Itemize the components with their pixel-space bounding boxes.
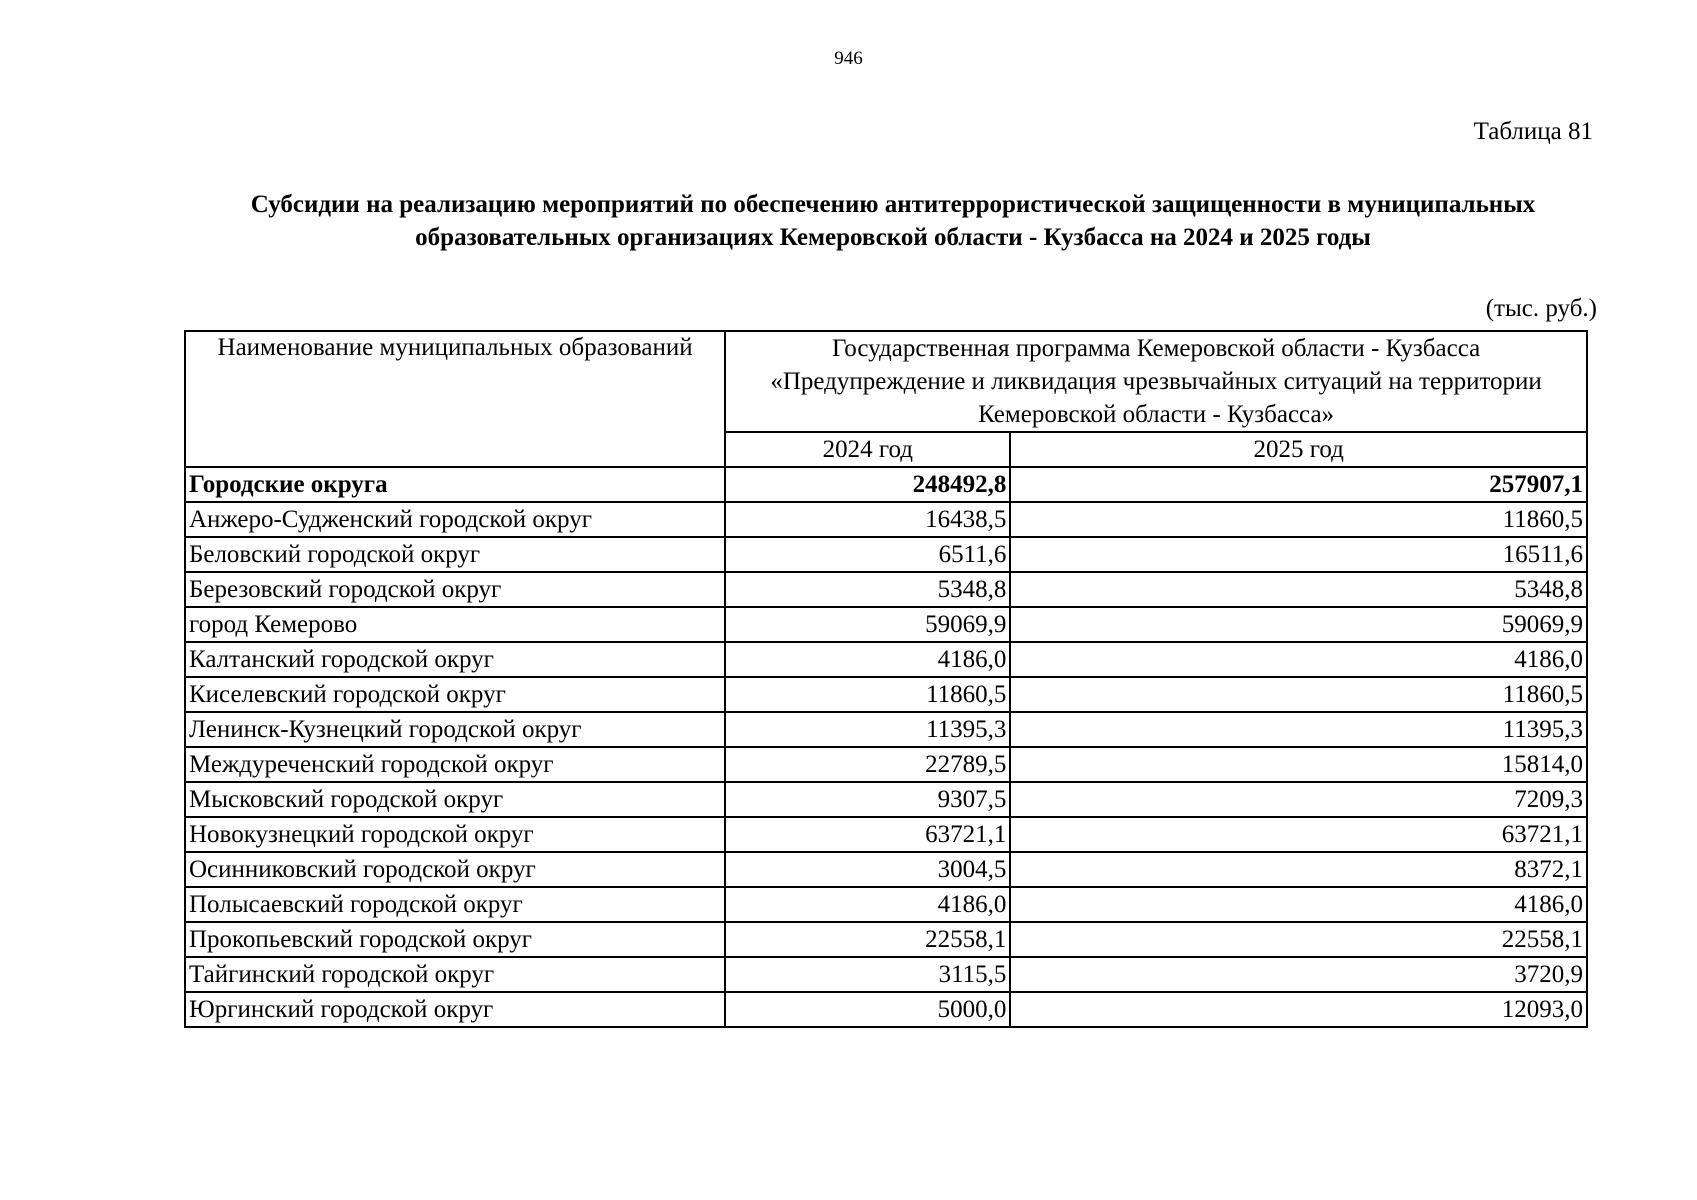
header-year-2025: 2025 год [1010, 432, 1587, 467]
header-program [725, 331, 1587, 432]
units-label: (тыс. руб.) [1485, 295, 1597, 322]
table-row [185, 922, 1587, 957]
value-2024: 16438,5 [725, 502, 1010, 537]
value-2024: 5348,8 [725, 572, 1010, 607]
table-row [185, 957, 1587, 992]
value-2025: 11860,5 [1010, 502, 1587, 537]
municipality-name: Полысаевский городской округ [185, 887, 725, 922]
value-2024: 11395,3 [725, 712, 1010, 747]
value-2024: 3004,5 [725, 852, 1010, 887]
value-2025: 4186,0 [1010, 642, 1587, 677]
value-2024: 63721,1 [725, 817, 1010, 852]
total-name: Городские округа [185, 467, 725, 502]
document-title [180, 188, 1606, 254]
header-program-line: «Предупреждение и ликвидация чрезвычайных ситуаций на территории [770, 368, 1542, 395]
value-2024: 5000,0 [725, 992, 1010, 1027]
value-2025: 5348,8 [1010, 572, 1587, 607]
table-row [185, 572, 1587, 607]
value-2024: 9307,5 [725, 782, 1010, 817]
table-row [185, 782, 1587, 817]
value-2024: 59069,9 [725, 607, 1010, 642]
header-program-line: Государственная программа Кемеровской области - Кузбасса [831, 335, 1481, 362]
municipality-name: Киселевский городской округ [185, 677, 725, 712]
value-2025: 16511,6 [1010, 537, 1587, 572]
value-2024: 3115,5 [725, 957, 1010, 992]
value-2025: 11395,3 [1010, 712, 1587, 747]
municipality-name: город Кемерово [185, 607, 725, 642]
table-row [185, 992, 1587, 1027]
municipality-name: Анжеро-Судженский городской округ [185, 502, 725, 537]
value-2025: 63721,1 [1010, 817, 1587, 852]
total-row [185, 467, 1587, 502]
value-2025: 11860,5 [1010, 677, 1587, 712]
table-row [185, 677, 1587, 712]
value-2024: 11860,5 [725, 677, 1010, 712]
header-municipality-name: Наименование муниципальных образований [185, 331, 725, 467]
table-row [185, 642, 1587, 677]
table-row [185, 747, 1587, 782]
header-year-2024: 2024 год [725, 432, 1010, 467]
table-row [185, 817, 1587, 852]
table-label: Таблица 81 [1473, 118, 1593, 145]
municipality-name: Березовский городской округ [185, 572, 725, 607]
value-2025: 15814,0 [1010, 747, 1587, 782]
table-body [185, 467, 1587, 1027]
municipality-name: Калтанский городской округ [185, 642, 725, 677]
value-2025: 8372,1 [1010, 852, 1587, 887]
table-row [185, 712, 1587, 747]
page-number: 946 [834, 48, 863, 69]
value-2025: 59069,9 [1010, 607, 1587, 642]
title-line: Субсидии на реализацию мероприятий по обеспечению антитеррористической защищенности в муниципальных [250, 191, 1536, 218]
table-row [185, 607, 1587, 642]
subsidies-table [184, 330, 1588, 1028]
municipality-name: Междуреченский городской округ [185, 747, 725, 782]
table-row [185, 537, 1587, 572]
value-2025: 22558,1 [1010, 922, 1587, 957]
total-2024: 248492,8 [725, 467, 1010, 502]
value-2024: 22789,5 [725, 747, 1010, 782]
value-2024: 6511,6 [725, 537, 1010, 572]
table-row [185, 852, 1587, 887]
municipality-name: Юргинский городской округ [185, 992, 725, 1027]
title-line: образовательных организациях Кемеровской области - Кузбасса на 2024 и 2025 годы [415, 224, 1371, 251]
value-2025: 7209,3 [1010, 782, 1587, 817]
municipality-name: Осинниковский городской округ [185, 852, 725, 887]
value-2024: 4186,0 [725, 642, 1010, 677]
total-2025: 257907,1 [1010, 467, 1587, 502]
table-row [185, 502, 1587, 537]
municipality-name: Тайгинский городской округ [185, 957, 725, 992]
value-2024: 22558,1 [725, 922, 1010, 957]
municipality-name: Новокузнецкий городской округ [185, 817, 725, 852]
municipality-name: Прокопьевский городской округ [185, 922, 725, 957]
municipality-name: Мысковский городской округ [185, 782, 725, 817]
value-2025: 12093,0 [1010, 992, 1587, 1027]
municipality-name: Беловский городской округ [185, 537, 725, 572]
value-2025: 3720,9 [1010, 957, 1587, 992]
value-2024: 4186,0 [725, 887, 1010, 922]
value-2025: 4186,0 [1010, 887, 1587, 922]
municipality-name: Ленинск-Кузнецкий городской округ [185, 712, 725, 747]
table-row [185, 887, 1587, 922]
header-program-line: Кемеровской области - Кузбасса» [978, 401, 1335, 428]
